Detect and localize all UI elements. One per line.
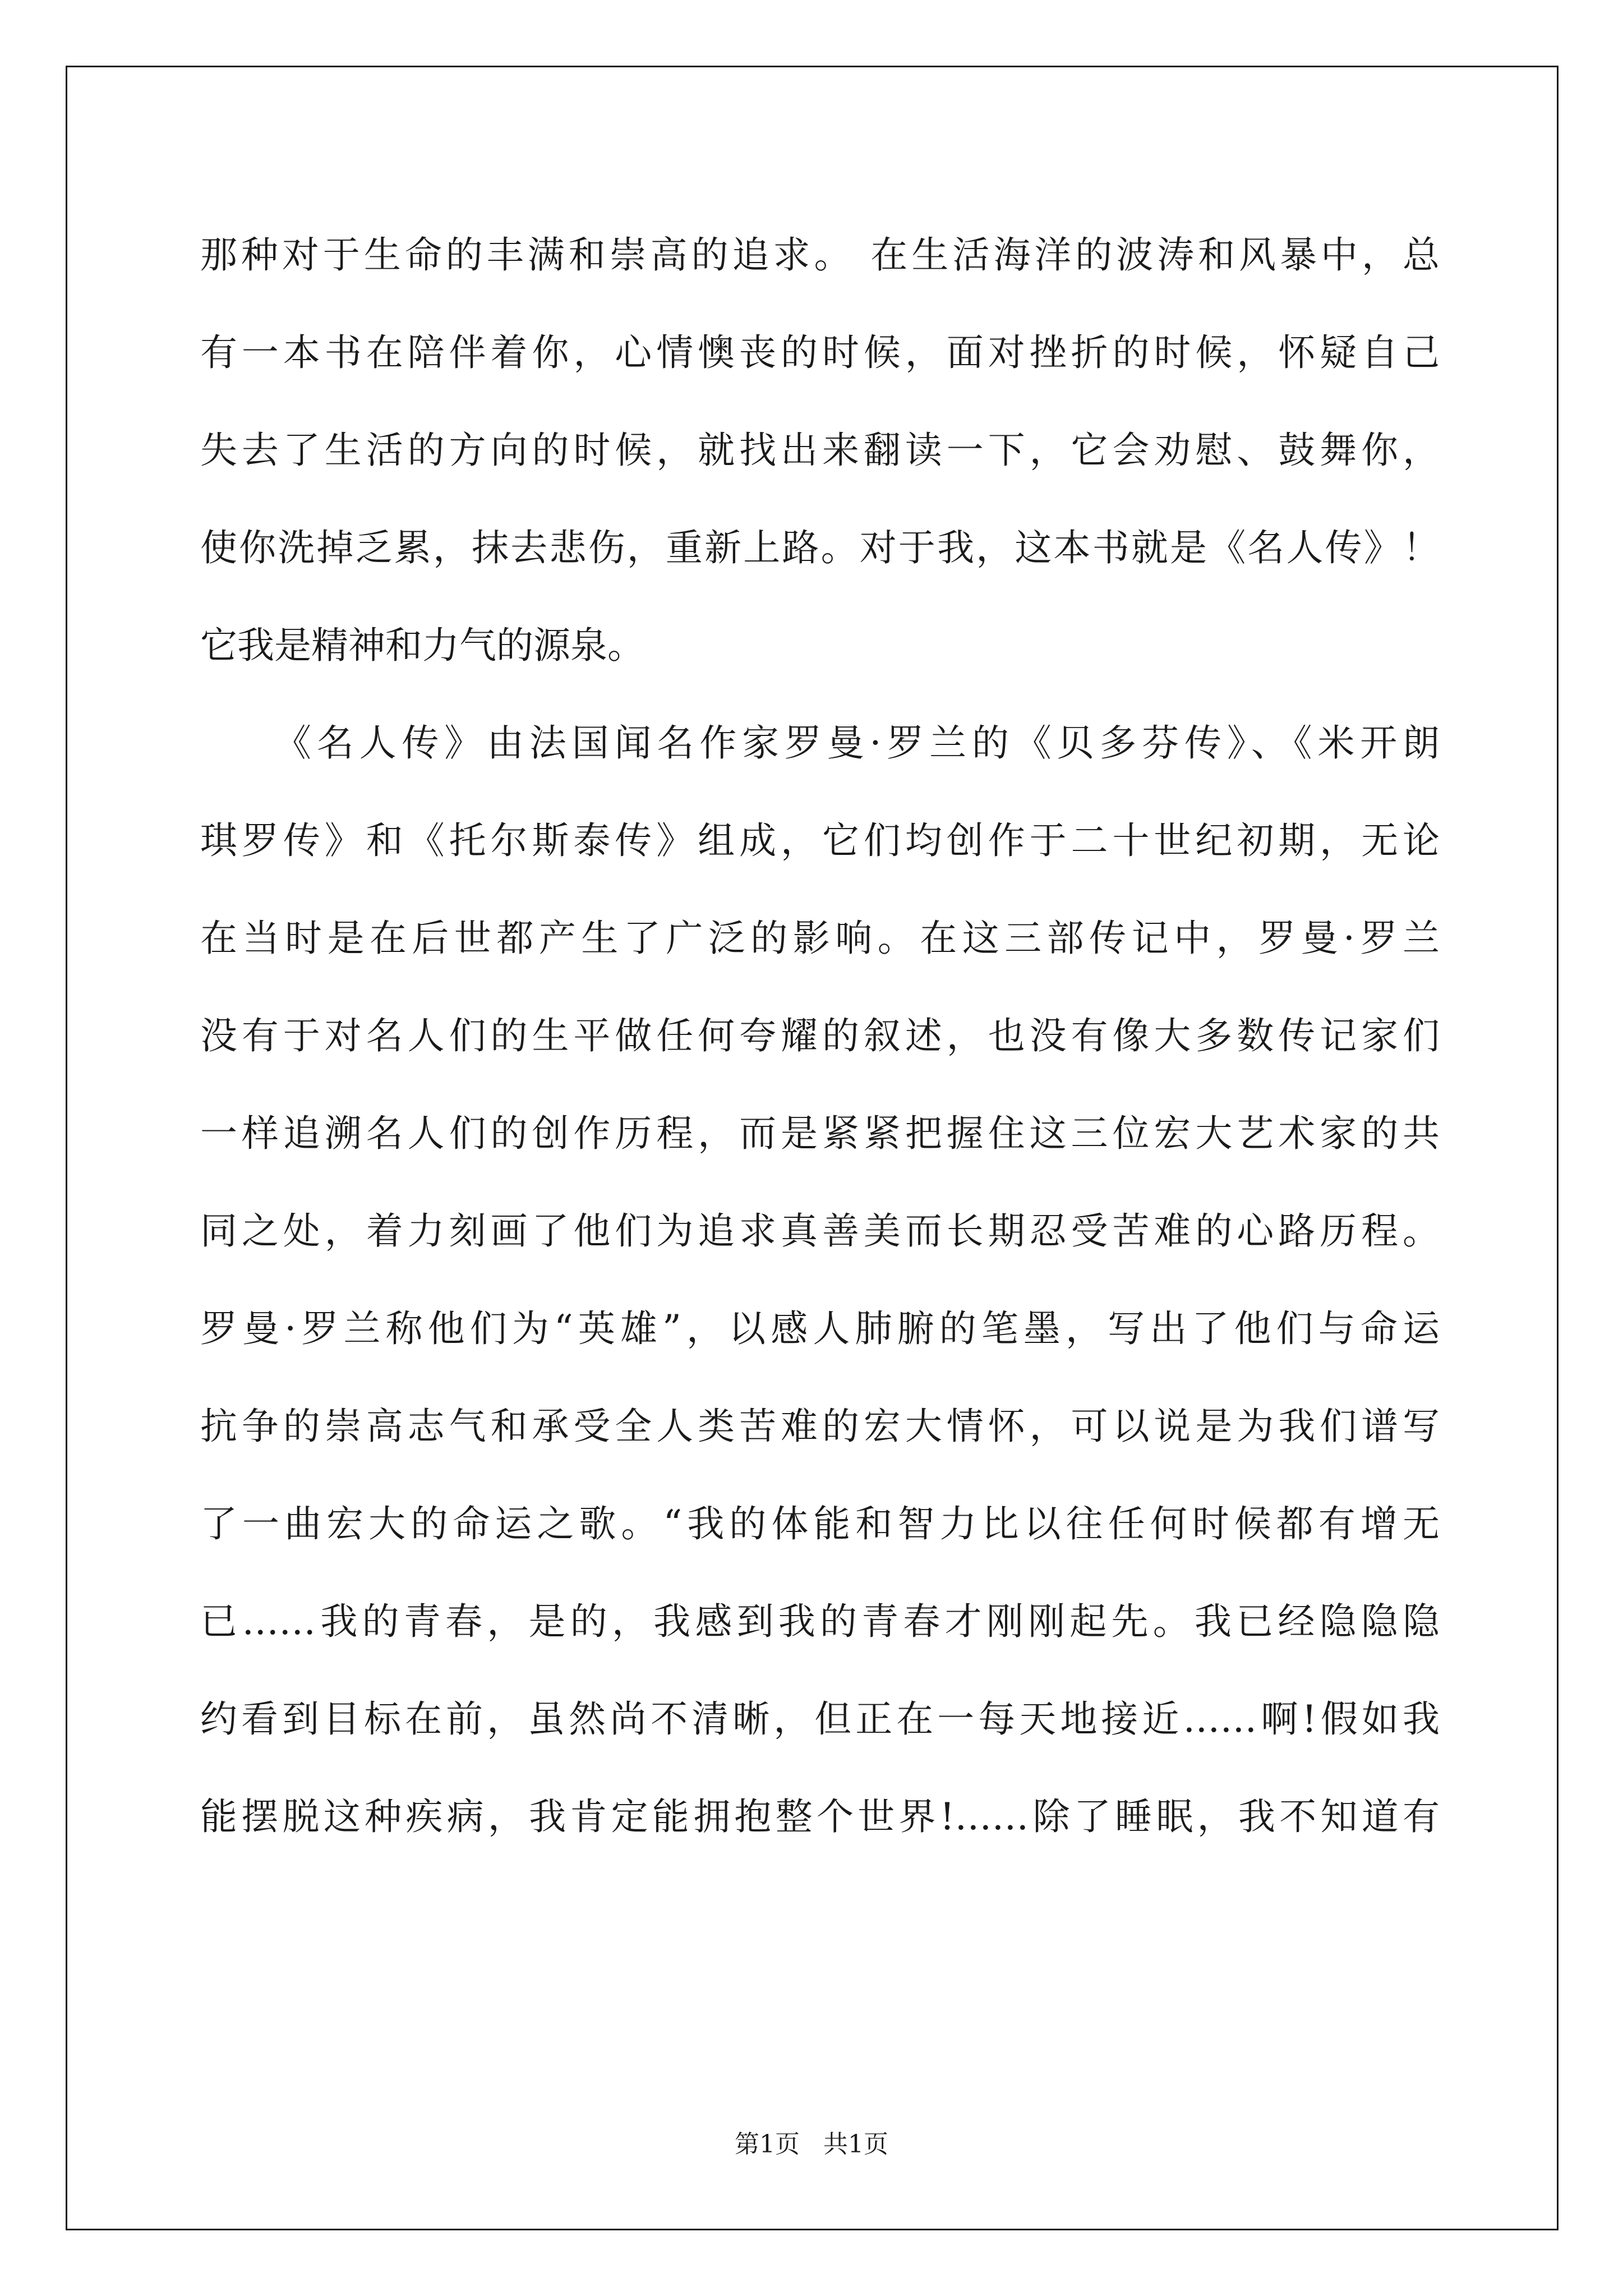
text-line: 有一本书在陪伴着你，心情懊丧的时候，面对挫折的时候，怀疑自己 <box>200 331 1440 374</box>
text-line: 使你洗掉乏累，抹去悲伤，重新上路。对于我，这本书就是《名人传》！ <box>200 526 1440 569</box>
text-line: 琪罗传》和《托尔斯泰传》组成，它们均创作于二十世纪初期，无论 <box>200 819 1440 862</box>
text-line: 已……我的青春，是的，我感到我的青春才刚刚起先。我已经隐隐隐 <box>200 1600 1440 1643</box>
text-line: 一样追溯名人们的创作历程，而是紧紧把握住这三位宏大艺术家的共 <box>200 1112 1440 1155</box>
text-line: 《名人传》由法国闻名作家罗曼·罗兰的《贝多芬传》、《米开朗 <box>274 721 1440 765</box>
text-line: 它我是精神和力气的源泉。 <box>200 624 644 667</box>
text-line: 了一曲宏大的命运之歌。“我的体能和智力比以往任何时候都有增无 <box>200 1502 1440 1545</box>
text-line: 约看到目标在前，虽然尚不清晰，但正在一每天地接近……啊!假如我 <box>200 1697 1440 1741</box>
page-number-footer: 第1页 共1页 <box>735 2130 888 2159</box>
text-line: 能摆脱这种疾病，我肯定能拥抱整个世界!……除了睡眠，我不知道有 <box>200 1795 1440 1838</box>
text-line: 抗争的崇高志气和承受全人类苦难的宏大情怀，可以说是为我们谱写 <box>200 1405 1440 1448</box>
text-line: 同之处，着力刻画了他们为追求真善美而长期忍受苦难的心路历程。 <box>200 1209 1440 1253</box>
text-line: 罗曼·罗兰称他们为“英雄”，以感人肺腑的笔墨，写出了他们与命运 <box>200 1307 1440 1350</box>
paragraph-1 <box>200 206 1440 694</box>
document-body <box>200 206 1440 1866</box>
text-line: 失去了生活的方向的时候，就找出来翻读一下，它会劝慰、鼓舞你， <box>200 429 1440 472</box>
text-line: 那种对于生命的丰满和崇高的追求。 在生活海洋的波涛和风暴中，总 <box>200 233 1440 277</box>
paragraph-2 <box>200 694 1440 1866</box>
text-line: 在当时是在后世都产生了广泛的影响。在这三部传记中，罗曼·罗兰 <box>200 917 1440 960</box>
text-line: 没有于对名人们的生平做任何夸耀的叙述，也没有像大多数传记家们 <box>200 1014 1440 1057</box>
